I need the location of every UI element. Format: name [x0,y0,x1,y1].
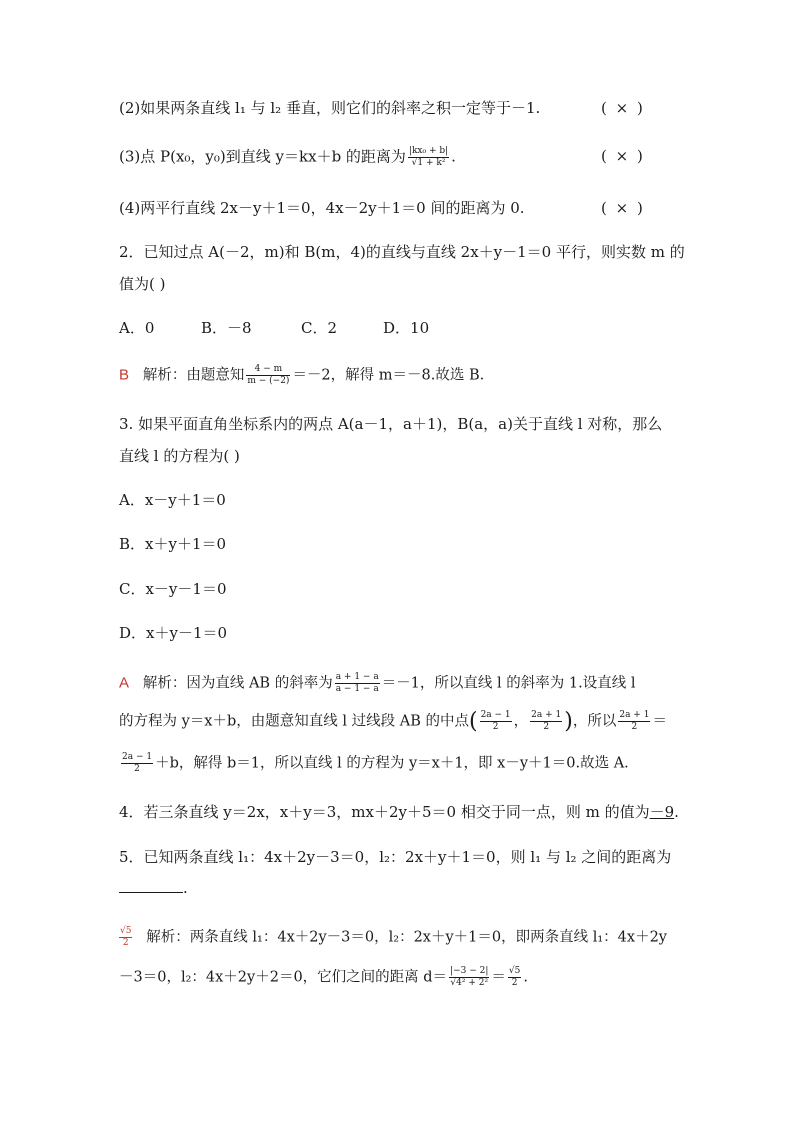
q3-option-b: B．x＋y＋1＝0 [119,535,227,553]
fraction-numerator: √5 [508,966,521,976]
q3-solution-1b: ＝－1，所以直线 l 的斜率为 1.设直线 l [381,675,636,692]
distance-fraction [408,146,449,169]
q4-end: . [674,803,679,821]
q5-solution-answer [119,926,132,949]
q2-option-c: C．2 [301,319,338,337]
q5-line-2-end: . [183,879,188,897]
fraction-numerator: √5 [120,926,132,936]
fraction-numerator: 2a − 1 [480,710,511,720]
q4-line [119,802,679,822]
q4-answer: －9 [649,803,675,821]
item-4-answer: ( × ) [601,199,645,217]
result-fraction [508,966,521,989]
q3-option-c: C．x－y－1＝0 [119,580,227,598]
fraction-numerator: |−3 − 2| [450,966,489,976]
q3-solution-2c: ＝ [652,713,667,730]
equation-fraction [618,710,650,733]
q2-options [119,318,429,338]
q5-solution-2end: . [523,969,528,986]
fraction-numerator: 4 − m [246,364,290,376]
q2-solution-a: 解析：由题意知 [142,367,245,384]
q3-solution-3b: ＋b，解得 b＝1，所以直线 l 的方程为 y＝x＋1，即 x－y＋1＝0.故选 A. [155,755,629,772]
q3-solution-letter: A [119,674,130,692]
fraction-denominator: 2 [511,978,518,988]
item-4-text: (4)两平行直线 2x－y＋1＝0，4x－2y＋1＝0 间的距离为 0. [119,199,525,217]
q3-solution-line-3 [119,752,629,775]
fraction-denominator: 2 [543,722,550,732]
fraction-denominator: 2 [134,764,140,774]
q5-line-2 [119,878,188,898]
q3-line-1: 3. 如果平面直角坐标系内的两点 A(a－1，a＋1)，B(a，a)关于直线 l 对称，那么 [119,415,663,433]
answer-blank [119,878,183,893]
fraction-numerator: 2a + 1 [619,710,650,720]
midpoint-y-fraction [530,710,562,733]
item-2-text: (2)如果两条直线 l₁ 与 l₂ 垂直，则它们的斜率之积一定等于－1. [119,99,541,117]
q2-line-2: 值为( ) [119,275,166,293]
q3-option-d: D．x＋y－1＝0 [119,624,228,642]
item-3-answer: ( × ) [601,147,645,165]
q2-solution-fraction [246,364,290,387]
fraction-denominator: √1 + k² [411,158,446,168]
q2-option-a: A．0 [119,319,155,337]
fraction-numerator: 2a − 1 [122,752,153,762]
q3-solution-line-2: 的方程为 y＝x＋b，由题意知直线 l 过线段 AB 的中点( $\frac{2a - 1}{2}$ ， $\frac{2a + 1}{2}$ )，所以 $\frac{2a + 1}{2}$ ＝ [119,708,667,734]
q2-solution [119,364,484,387]
fraction-denominator: a − 1 − a [335,684,379,694]
item-3-text-a: (3)点 P(x₀，y₀)到直线 y＝kx＋b 的距离为 [119,147,406,166]
q5-solution-2a: －3＝0，l₂：4x＋2y＋2＝0，它们之间的距离 d＝ [119,969,448,986]
q4-text: 4．若三条直线 y＝2x，x＋y＝3，mx＋2y＋5＝0 相交于同一点，则 m 的值为 [119,803,650,821]
q2-option-d: D．10 [383,319,430,337]
fraction-denominator: 2 [122,938,129,948]
q3-line-2: 直线 l 的方程为( ) [119,447,240,465]
fraction-denominator: 2 [631,722,638,732]
q3-solution-2a: 的方程为 y＝x＋b，由题意知直线 l 过线段 AB 的中点 [119,713,469,730]
fraction-denominator: √4² + 2² [450,978,489,988]
q2-solution-letter: B [119,366,130,384]
q5-line-1: 5．已知两条直线 l₁：4x＋2y－3＝0，l₂：2x＋y＋1＝0，则 l₁ 与 l₂ 之间的距离为 [119,848,672,866]
q5-solution-line-1 [119,926,667,949]
fraction-numerator: 2a + 1 [531,710,562,720]
q3-option-a: A．x－y＋1＝0 [119,491,226,509]
q2-option-b: B．－8 [201,319,252,337]
equation-fraction-2 [121,752,153,775]
fraction-denominator: m − (−2) [247,376,290,386]
fraction-denominator: 2 [492,722,499,732]
q3-solution-2mid: ， [513,713,529,730]
q5-solution-line-2 [119,966,528,989]
q5-solution-2mid: ＝ [491,969,506,986]
q3-solution-1a: 解析：因为直线 AB 的斜率为 [142,675,333,692]
slope-fraction [335,672,380,695]
q3-solution-line-1 [119,672,635,695]
item-3-text [119,146,456,169]
fraction-numerator: |kx₀ + b| [408,146,449,156]
midpoint-x-fraction [480,710,512,733]
q2-solution-b: ＝－2，解得 m＝－8.故选 B. [292,367,485,384]
item-3-text-b: . [451,147,456,166]
q3-solution-2b: ，所以 [572,713,617,730]
distance-fraction [449,966,489,989]
q2-line-1: 2．已知过点 A(－2，m)和 B(m，4)的直线与直线 2x＋y－1＝0 平行，则实数 m 的 [119,243,685,261]
q5-solution-1: 解析：两条直线 l₁：4x＋2y－3＝0，l₂：2x＋y＋1＝0，即两条直线 l₁：4x＋2y [146,929,667,946]
fraction-numerator: a + 1 − a [335,672,379,682]
item-2-answer: ( × ) [601,99,645,117]
